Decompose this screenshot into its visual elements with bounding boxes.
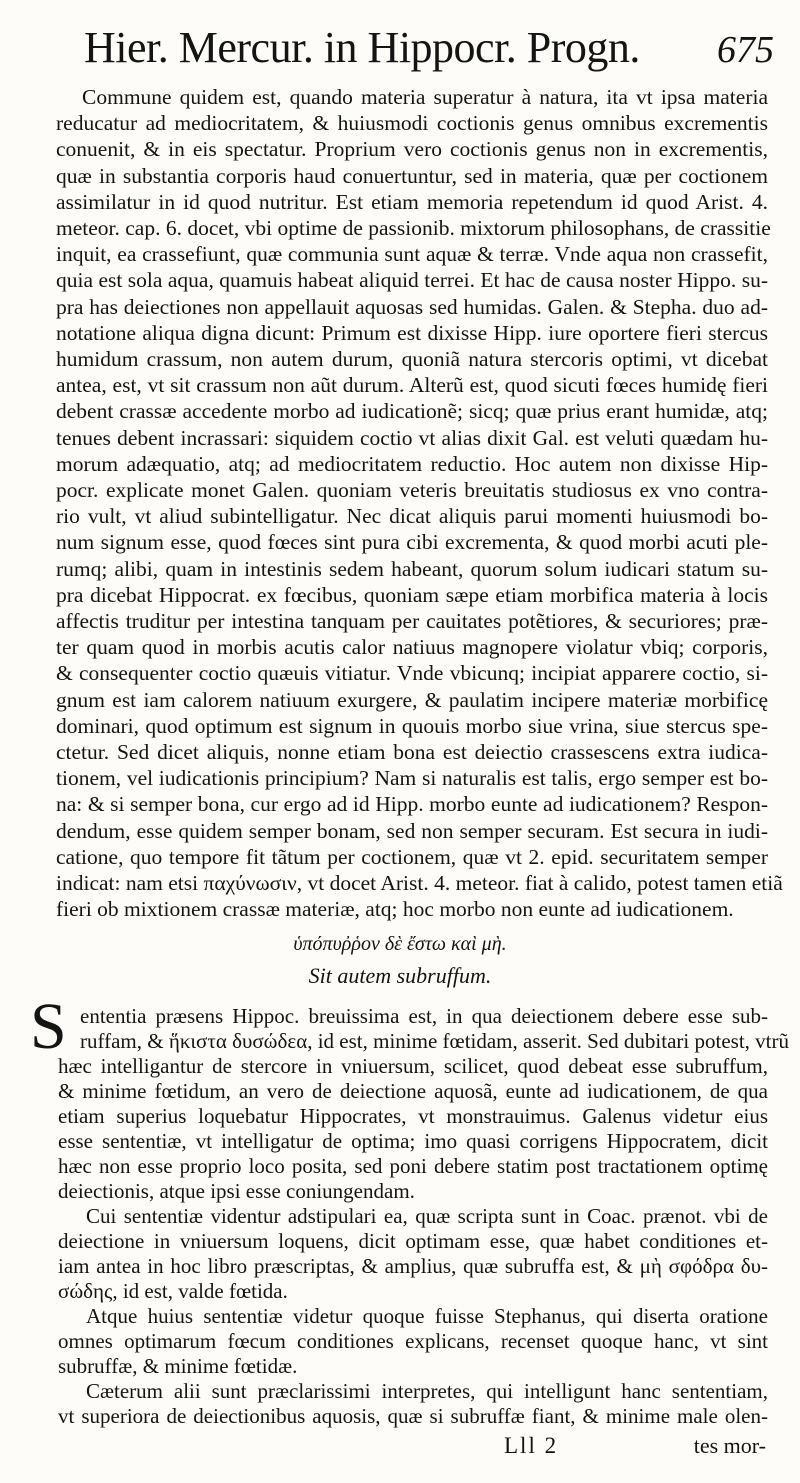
- text-line: morum adæquatio, atq; ad mediocritatem reductio. Hoc autem non dixisse Hip-: [56, 451, 768, 476]
- text-line: hæc non esse proprio loco posita, sed poni debere statim post tractationem optimę: [58, 1154, 768, 1179]
- text-line: indicat: nam etsi παχύνωσιν, vt docet Arist. 4. meteor. fiat à calido, potest tamen etiã: [56, 871, 783, 895]
- text-line: tionem, vel iudicationis principium? Nam si naturalis est talis, ergo semper est bo-: [56, 766, 768, 791]
- text-line: inquit, ea crassefiunt, quæ communia sunt aquæ & terræ. Vnde aqua non crassefit,: [56, 242, 768, 267]
- text-line: tenues debent incrassari: siquidem coctio vt alias dixit Gal. est veluti quædam hu-: [56, 425, 768, 450]
- text-line: assimilatur in id quod nutritur. Est etiam memoria repetendum id quod Arist. 4.: [56, 189, 768, 214]
- text-line: meteor. cap. 6. docet, vbi optime de passionib. mixtorum philosophans, de crassitie: [56, 216, 771, 240]
- text-line: ctetur. Sed dicet aliquis, nonne etiam bona est deiectio crassescens extra iudica-: [56, 740, 768, 764]
- text-line: Cæterum alii sunt præclarissimi interpretes, qui intelligunt hanc sententiam,: [86, 1379, 768, 1404]
- text-line: fieri ob mixtionem crassæ materiæ, atq; hoc morbo non eunte ad iudicationem.: [56, 897, 734, 922]
- lemma-latin: Sit autem subruffum.: [308, 963, 492, 989]
- text-line: ter quam quod in morbis acutis calor natiuus magnopere violatur vbiq; corporis,: [56, 635, 768, 660]
- text-line: affectis truditur per intestina tanquam per cauitates potẽtiores, & securiores; præ-: [56, 609, 768, 633]
- text-line: quæ in substantia corporis haud conuertuntur, sed in materia, quæ per coctionem: [56, 163, 768, 188]
- drop-cap: S: [30, 990, 67, 1064]
- text-line: Cui sententiæ videntur adstipulari ea, quæ scripta sunt in Coac. prænot. vbi de: [86, 1204, 768, 1229]
- text-line: catione, quo tempore fit tãtum per coctionem, quæ vt 2. epid. securitatem semper: [56, 844, 768, 869]
- text-line: Atque huius sententiæ videtur quoque fuisse Stephanus, qui diserta oratione: [86, 1304, 768, 1329]
- page-header: [84, 20, 774, 76]
- text-line: vt superiora de deiectionibus aquosis, quæ si subruffæ fiant, & minime male olen-: [58, 1404, 768, 1429]
- text-line: quia est sola aqua, quamuis habeat aliquid terrei. Et hac de causa noster Hippo. su-: [56, 268, 768, 293]
- lemma-greek: ὑπόπυῤῥον δὲ ἔστω καὶ μὴ.: [293, 933, 507, 956]
- text-line: num signum esse, quod fœces sint pura cibi excrementa, & quod morbi acuti ple-: [56, 530, 768, 555]
- text-line: iam antea in hoc libro præscriptas, & amplius, quæ subruffa est, & μὴ σφόδρα δυ-: [58, 1254, 768, 1279]
- text-line: rumq; alibi, quam in intestinis sedem habeant, quorum solum iudicari statum su-: [56, 556, 768, 581]
- text-line: subruffæ, & minime fœtidæ.: [58, 1354, 298, 1379]
- text-line: omnes optimarum fœcum conditiones explicans, recenset quoque hanc, vt sint: [58, 1329, 768, 1354]
- text-line: ententia præsens Hippoc. breuissima est, in qua deiectionem debere esse sub-: [80, 1004, 768, 1029]
- text-line: esse sententiæ, vt intelligatur de optima; imo quasi corrigens Hippocratem, dicit: [58, 1129, 768, 1154]
- text-line: deiectionis, atque ipsi esse coniungendam.: [58, 1179, 415, 1204]
- text-line: & minime fœtidum, an vero de deiectione aquosã, eunte ad iudicationem, de qua: [58, 1079, 768, 1104]
- text-line: na: & si semper bona, cur ergo ad id Hipp. morbo eunte ad iudicationem? Respon-: [56, 792, 768, 817]
- text-line: Commune quidem est, quando materia superatur à natura, ita vt ipsa materia: [82, 85, 768, 109]
- text-line: dominari, quod optimum est signum in quouis morbo siue vrina, siue stercus spe-: [56, 713, 768, 738]
- text-line: antea, est, vt sit crassum non aũt durum. Alterũ est, quod sicuti fœces humidę fieri: [56, 373, 768, 398]
- running-head: Hier. Mercur. in Hippocr. Progn.: [84, 23, 640, 72]
- text-line: humidum crassum, non autem durum, quoniã natura stercoris optimi, vt dicebat: [56, 347, 768, 371]
- signature-mark: Lll 2: [504, 1433, 559, 1459]
- text-line: etiam superius loquebatur Hippocrates, vt monstrauimus. Galenus videtur eius: [58, 1104, 768, 1129]
- text-line: debent crassæ accedente morbo ad iudicationẽ; sicq; quæ prius erant humidæ, atq;: [56, 399, 768, 424]
- text-line: hæc intelligantur de stercore in vniuersum, scilicet, quod debeat esse subruffum,: [58, 1054, 768, 1079]
- text-line: gnum est iam calorem natiuum exurgere, & paulatim incipere materiæ morbificę: [56, 687, 768, 712]
- text-line: dendum, esse quidem semper bonam, sed non semper securam. Est secura in iudi-: [56, 818, 768, 843]
- text-line: & consequenter coctio quæuis vitiatur. Vnde vbicunq; incipiat apparere coctio, si-: [56, 661, 768, 686]
- text-line: pra dicebat Hippocrat. ex fœcibus, quoniam sæpe etiam morbifica materia à locis: [56, 582, 768, 607]
- text-line: reducatur ad mediocritatem, & huiusmodi coctionis genus omnibus excrementis: [56, 111, 768, 136]
- text-line: pocr. explicate monet Galen. quoniam veteris breuitatis studiosus ex vno contra-: [56, 478, 768, 502]
- page-number: 675: [717, 29, 774, 71]
- text-line: σώδης, id est, valde fœtida.: [58, 1279, 288, 1304]
- text-line: rio vult, vt aliud subintelligatur. Nec dicat aliquis parui momenti huiusmodi bo-: [56, 504, 768, 529]
- text-line: pra has deiectiones non appellauit aquosas sed humidas. Galen. & Stepha. duo ad-: [56, 294, 768, 319]
- text-line: deiectione in vniuersum loquens, dicit optimam esse, quæ habet conditiones et-: [58, 1229, 768, 1254]
- text-line: ruffam, & ἥκιστα δυσώδεα, id est, minime fœtidam, asserit. Sed dubitari potest, vtrũ: [80, 1029, 789, 1054]
- text-line: notatione aliqua digna dicunt: Primum est dixisse Hipp. iure oportere fieri stercus: [56, 320, 768, 345]
- text-line: conuenit, & in eis spectatur. Proprium vero coctionis genus non in excrementis,: [56, 137, 768, 162]
- catchword: tes mor-: [693, 1433, 766, 1459]
